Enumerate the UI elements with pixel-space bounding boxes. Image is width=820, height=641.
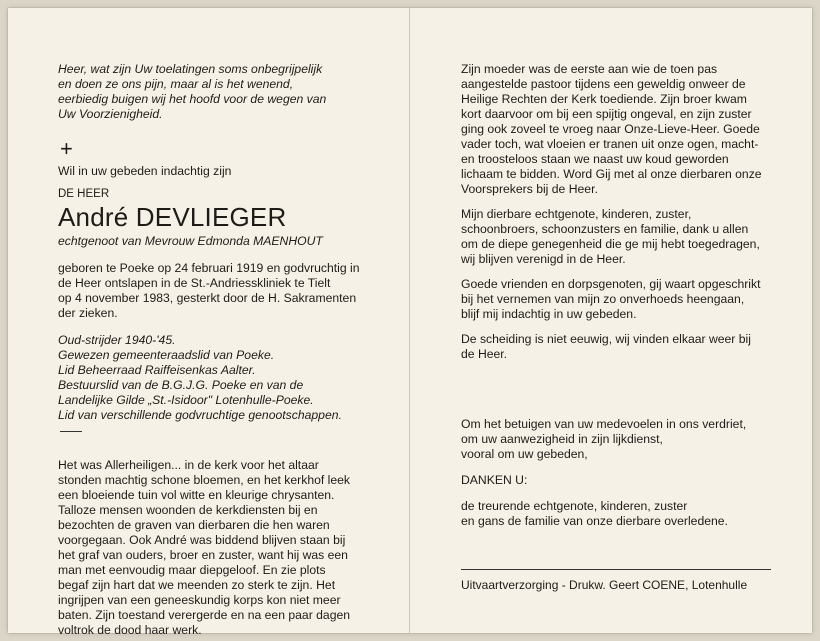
birth-death-details: geboren te Poeke op 24 februari 1919 en godvruchtig in de Heer ontslapen in de St.-Andriesskliniek te Tielt op 4 november 1983, gesterkt door de H. Sakramenten der zieken. <box>58 261 360 320</box>
paragraph-farewell: De scheiding is niet eeuwig, wij vinden elkaar weer bij de Heer. <box>461 332 751 361</box>
thanks-signatories: de treurende echtgenote, kinderen, zuster en gans de familie van onze dierbare overledene. <box>461 499 728 528</box>
right-page <box>461 62 781 362</box>
thanks-section <box>461 417 781 529</box>
paragraph-friends: Goede vrienden en dorpsgenoten, gij waart opgeschrikt bij het vernemen van mijn zo onverhoeds heengaan, blijf mij indachtig in uw gebeden. <box>461 277 761 321</box>
funeral-director-footer: Uitvaartverzorging - Drukw. Geert COENE, Lotenhulle <box>461 569 771 592</box>
honorific-title: DE HEER <box>58 188 110 200</box>
cross-icon: + <box>60 136 73 161</box>
opening-verse: Heer, wat zijn Uw toelatingen soms onbegrijpelijk en doen ze ons pijn, maar al is het wenend, eerbiedig buigen wij het hoofd voor de wegen van Uw Voorzienigheid. <box>58 62 327 121</box>
left-page <box>58 62 376 638</box>
thanks-heading: DANKEN U: <box>461 473 528 487</box>
roles-list: Oud-strijder 1940-'45. Gewezen gemeenteraadslid van Poeke. Lid Beheerraad Raiffeisenkas Aalter. Bestuurslid van de B.G.J.G. Poeke en van de Landelijke Gilde „St.-Isidoor" Lotenhulle-Poeke. Lid van verschillende godvruchtige genootschappen. <box>58 333 342 422</box>
story-paragraph: Het was Allerheiligen... in de kerk voor het altaar stonden machtig schone bloemen, en het kerkhof leek een bloeiende tuin vol witte en kleurige chrysanten. Talloze mensen woonden de kerkdiensten bij en bezochten de graven van dierbaren die hen waren voorgegaan. Ook André was biddend blijven staan bij het graf van ouders, broer en zuster, want hij was een man met eenvoudig maar diepgeloof. En zie plots begaf zijn hart dat we meenden zo sterk te zijn. Het ingrijpen van een geneeskundig korps kon niet meer baten. Zijn toestand verergerde en na een paar dagen voltrok de dood haar werk. <box>58 458 351 637</box>
spouse-line: echtgenoot van Mevrouw Edmonda MAENHOUT <box>58 234 323 248</box>
deceased-name: André DEVLIEGER <box>58 202 287 232</box>
prayer-request: Wil in uw gebeden indachtig zijn <box>58 164 232 178</box>
paragraph-family: Mijn dierbare echtgenote, kinderen, zuster, schoonbroers, schoonzusters en familie, dank u allen om de diepe genegenheid die ge mij hebt toegedragen, wij blijven verenigd in de Heer. <box>461 207 760 266</box>
card-fold-line <box>409 8 410 633</box>
thanks-intro: Om het betuigen van uw medevoelen in ons verdriet, om uw aanwezigheid in zijn lijkdienst, vooral om uw gebeden, <box>461 417 747 461</box>
separator-dash <box>60 431 82 432</box>
paragraph-mother: Zijn moeder was de eerste aan wie de toen pas aangestelde pastoor tijdens een geweldig onweer de Heilige Rechten der Kerk toediende. Zijn broer kwam kort daarvoor om bij een spijtig ongeval, en zijn zuster ging ook zoveel te vroeg naar Onze-Lieve-Heer. Goede vader toch, wat vloeien er tranen uit onze ogen, macht- en troosteloos staan we naast uw koud geworden lichaam te bidden. Word Gij met al onze dierbaren onze Voorsprekers bij de Heer. <box>461 62 762 196</box>
